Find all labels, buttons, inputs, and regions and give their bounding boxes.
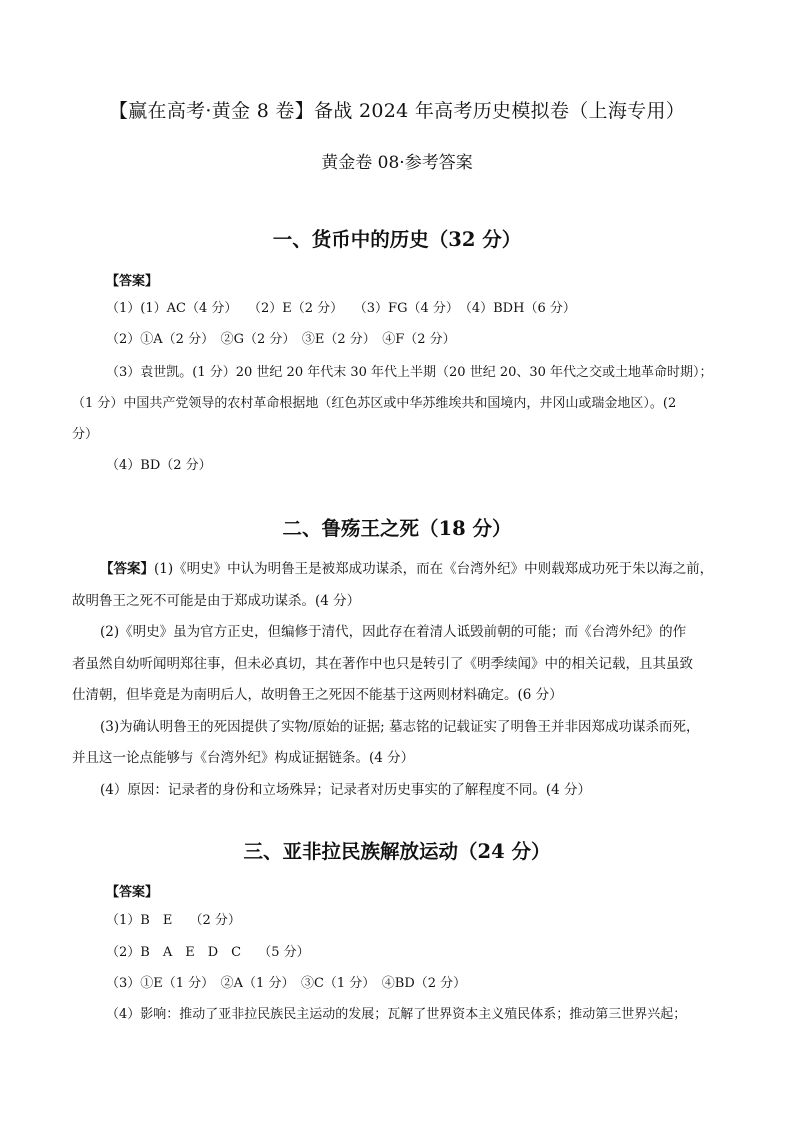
section-1-title: 一、货币中的历史（32 分） (272, 228, 522, 251)
section-2-para-4: (4）原因：记录者的身份和立场殊异；记录者对历史事实的了解程度不同。(4 分） (100, 781, 592, 798)
section-2-para-2: (2)《明史》虽为官方正史，但编修于清代，因此存在着清人诋毁前朝的可能；而《台湾外纪》的作 (100, 624, 687, 640)
section-2-title: 二、鲁殇王之死（18 分） (282, 517, 512, 540)
section-1-line-6: （4）BD（2 分） (106, 458, 212, 473)
section-3-line-3: （3）①E（1 分） ②A（1 分） ③C（1 分） ④BD（2 分） (106, 976, 467, 991)
section-3-title: 三、亚非拉民族解放运动（24 分） (243, 840, 551, 863)
document-title: 【赢在高考·黄金 8 卷】备战 2024 年高考历史模拟卷（上海专用） (108, 100, 686, 122)
section-3-answer-label: 【答案】 (106, 885, 159, 900)
section-1-line-1: （1）(1）AC（4 分） （2）E（2 分） （3）FG（4 分） （4）BDH（6 分） (106, 301, 576, 316)
section-1-line-5: 分） (72, 427, 99, 442)
section-2-answer (72, 554, 732, 806)
section-2-para-2-cont-1: 者虽然自幼听闻明郑往事，但未必真切，其在著作中也只是转引了《明季续闻》中的相关记载，且其虽致 (72, 655, 693, 672)
section-1-answer-label: 【答案】 (106, 274, 159, 289)
document-subtitle: 黄金卷 08·参考答案 (321, 153, 473, 173)
section-3-line-2: （2）B A E D C （5 分） (106, 945, 310, 960)
section-2-para-1-cont: 故明鲁王之死不可能是由于郑成功谋杀。(4 分） (72, 592, 361, 609)
section-3-line-1: （1）B E （2 分） (106, 913, 241, 928)
section-2-para-1: 【答案】(1)《明史》中认为明鲁王是被郑成功谋杀，而在《台湾外纪》中则载郑成功死于朱以海之前， (100, 561, 714, 577)
section-2-answer-label: 【答案】 (100, 561, 154, 577)
section-3-line-4: （4）影响：推动了亚非拉民族民主运动的发展；瓦解了世界资本主义殖民体系；推动第三世界兴起； (106, 1007, 687, 1022)
section-2-para-3: (3)为确认明鲁王的死因提供了实物/原始的证据; 墓志铭的记载证实了明鲁王并非因郑成功谋杀而死， (100, 718, 700, 735)
section-1-line-3: （3）袁世凯。(1 分）20 世纪 20 年代末 30 年代上半期（20 世纪 20、30 年代之交或土地革命时期）； (106, 365, 713, 380)
section-2-para-3-cont: 并且这一论点能够与《台湾外纪》构成证据链条。(4 分） (72, 750, 415, 766)
section-2-para-2-cont-2: 仕清朝，但毕竟是为南明后人，故明鲁王之死因不能基于这两则材料确定。(6 分） (72, 687, 563, 703)
section-1-line-2: （2）①A（2 分） ②G（2 分） ③E（2 分） ④F（2 分） (106, 332, 456, 347)
section-1-line-4: （1 分）中国共产党领导的农村革命根据地（红色苏区或中华苏维埃共和国境内，井冈山或瑞金地区）。(2 (72, 396, 677, 411)
